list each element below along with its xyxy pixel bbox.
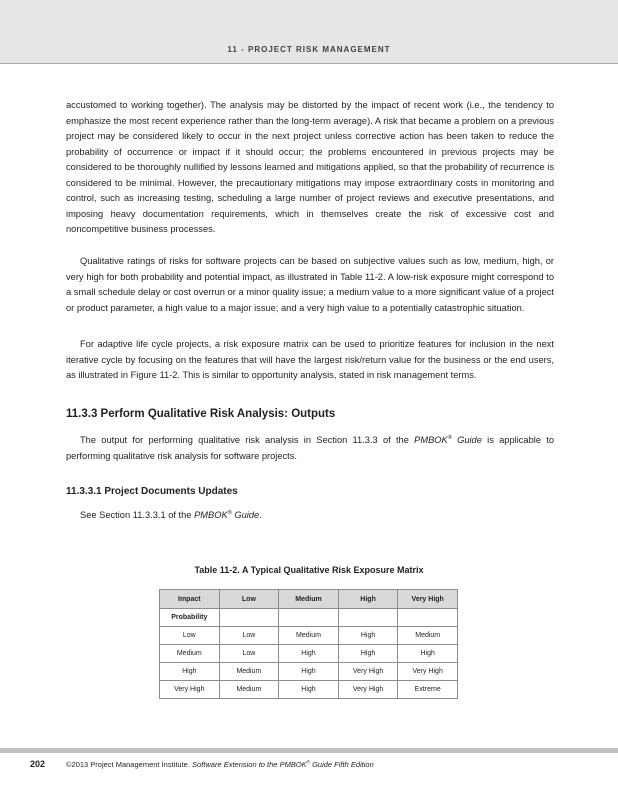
header-cell: Medium [279,590,339,609]
table-cell: High [279,663,339,681]
paragraph-5 [66,508,554,524]
table-cell: Low [160,627,220,645]
p5-start: See Section 11.3.3.1 of the [80,510,195,520]
table-cell: High [338,627,398,645]
p4-pmbok: PMBOK® Guide [414,434,482,445]
header-cell: Impact [160,590,220,609]
table-cell: High [279,645,339,663]
header-cell: Very High [398,590,458,609]
probability-label: Probability [160,609,220,627]
subsection-heading: 11.3.3.1 Project Documents Updates [66,486,238,497]
table-cell: High [338,645,398,663]
p4-start: The output for performing qualitative risk analysis in Section 11.3.3 of the [80,435,415,445]
table-cell: High [279,681,339,699]
table-row [160,681,458,699]
paragraph-3: For adaptive life cycle projects, a risk exposure matrix can be used to prioritize features for inclusion in the next iterative cycle by focusing on the features that will have the largest risk/return value for the business or the end users, as illustrated in Figure 11-2. This is similar to opportunity analysis, stated in risk management terms. [66,339,554,380]
table-cell: Medium [219,681,279,699]
table-cell: High [398,645,458,663]
table-cell: Low [219,627,279,645]
table-cell: Very High [338,681,398,699]
p4-end: is applicable to performing qualitative risk analysis for software projects. [66,435,554,461]
p5-end: . [259,510,262,520]
table-header-row [160,590,458,609]
table-cell: Medium [219,663,279,681]
header-cell: Low [219,590,279,609]
table-row [160,663,458,681]
footer-copyright: ©2013 Project Management Institute. Software Extension to the PMBOK® Guide Fifth Edition [66,759,374,769]
risk-exposure-matrix [159,589,458,699]
table-title: Table 11-2. A Typical Qualitative Risk Exposure Matrix [194,565,424,575]
page-number: 202 [30,759,46,769]
paragraph-1: accustomed to working together). The analysis may be distorted by the impact of recent work (i.e., the tendency to emphasize the most recent experience rather than the long-term average). A risk that became a problem on a previous project may be considered likely to occur in the next project unless corrective action has been taken to reduce the probability of occurrence or impact if it should occur; the problems encountered in previous projects may be considered to be thoroughly nullified by lessons learned and mitigations applied, so that the probability of recurrence is considered to be minimal. However, the precautionary mitigations may impose extraordinary costs in monitoring and control, such as increasing testing, scheduling a large number of project reviews and executive presentations, and imposing heavy documentation requirements, which in themselves create the risk of excessive cost and noncompetitive business processes. [66,100,554,234]
section-heading: 11.3.3 Perform Qualitative Risk Analysis: Outputs [66,408,336,420]
paragraph-2: Qualitative ratings of risks for software projects can be based on subjective values such as low, medium, high, or very high for both probability and potential impact, as illustrated in Table 11-2. A low-risk exposure might correspond to a small schedule delay or cost overrun or a minor quality issue; a medium value to a more significant value of a project or product parameter, a high value to a major issue; and a very high value to a potentially catastrophic situation. [66,256,554,313]
table-row [160,627,458,645]
table-cell: Extreme [398,681,458,699]
chapter-header: 11 - PROJECT RISK MANAGEMENT [227,45,391,54]
header-cell: High [338,590,398,609]
p5-pmbok: PMBOK® Guide [194,509,260,520]
header-band [0,0,618,64]
table-cell: High [160,663,220,681]
table-cell: Very High [338,663,398,681]
paragraph-4 [66,433,554,464]
table-cell: Medium [279,627,339,645]
table-cell: Medium [160,645,220,663]
table-cell: Low [219,645,279,663]
table-cell: Very High [160,681,220,699]
table-cell: Medium [398,627,458,645]
table-cell: Very High [398,663,458,681]
probability-label-row [160,609,458,627]
table-row [160,645,458,663]
footer-bar [0,748,618,753]
